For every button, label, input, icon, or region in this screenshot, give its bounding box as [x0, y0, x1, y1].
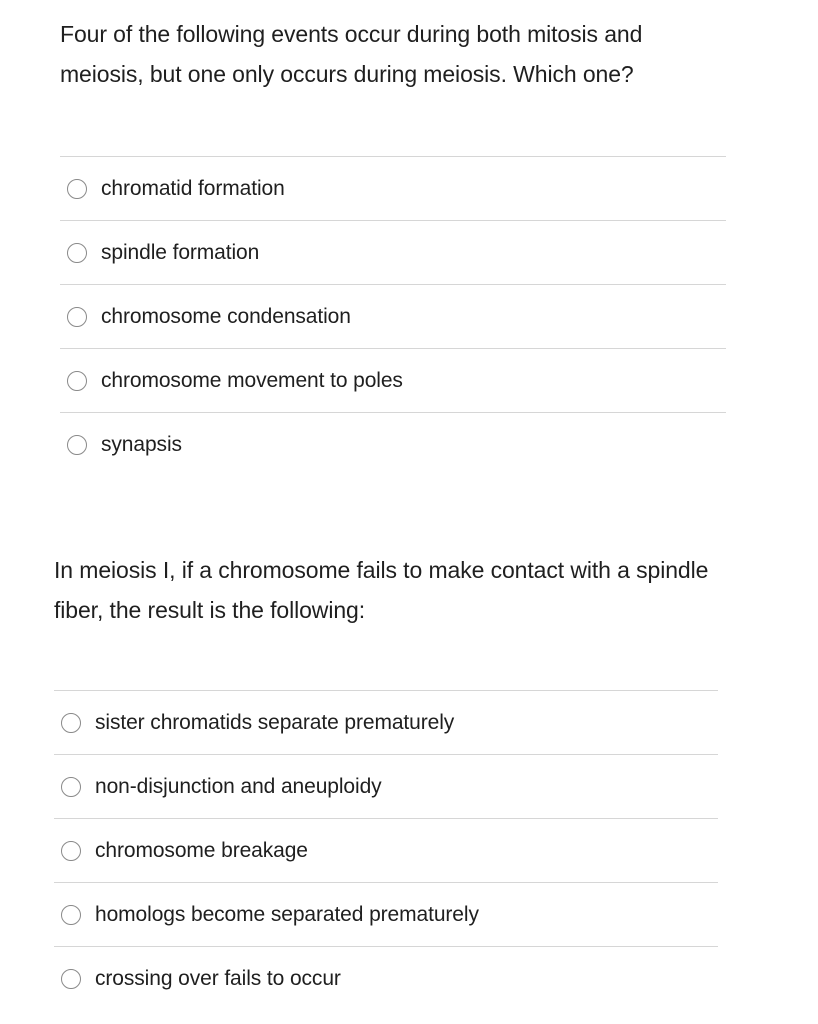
answer-label: chromosome movement to poles	[101, 368, 403, 392]
answer-option[interactable]	[54, 691, 718, 755]
radio-button[interactable]	[67, 435, 87, 455]
radio-button[interactable]	[61, 969, 81, 989]
answer-option[interactable]	[60, 349, 726, 413]
answer-label: spindle formation	[101, 240, 260, 264]
answer-option[interactable]	[60, 285, 726, 349]
answer-label: homologs become separated prematurely	[95, 902, 479, 926]
answer-options	[60, 156, 726, 476]
answer-option[interactable]	[54, 883, 718, 947]
question-prompt: Four of the following events occur during both mitosis and meiosis, but one only occurs during meiosis. Which one?	[60, 21, 643, 87]
answer-label: chromosome breakage	[95, 838, 308, 862]
answer-options	[54, 690, 718, 1010]
radio-button[interactable]	[61, 841, 81, 861]
radio-button[interactable]	[61, 713, 81, 733]
answer-label: sister chromatids separate prematurely	[95, 710, 455, 734]
answer-label: chromosome condensation	[101, 304, 351, 328]
answer-label: crossing over fails to occur	[95, 966, 341, 990]
radio-button[interactable]	[61, 777, 81, 797]
answer-label: non-disjunction and aneuploidy	[95, 774, 382, 798]
question-2	[54, 550, 718, 1010]
answer-option[interactable]	[54, 947, 718, 1010]
answer-label: chromatid formation	[101, 176, 285, 200]
answer-option[interactable]	[60, 413, 726, 476]
answer-option[interactable]	[54, 755, 718, 819]
radio-button[interactable]	[67, 307, 87, 327]
answer-option[interactable]	[60, 157, 726, 221]
answer-label: synapsis	[101, 432, 182, 456]
question-prompt: In meiosis I, if a chromosome fails to make contact with a spindle fiber, the result is the following:	[54, 557, 709, 623]
radio-button[interactable]	[67, 179, 87, 199]
radio-button[interactable]	[67, 243, 87, 263]
question-1	[60, 14, 726, 476]
radio-button[interactable]	[61, 905, 81, 925]
answer-option[interactable]	[60, 221, 726, 285]
radio-button[interactable]	[67, 371, 87, 391]
answer-option[interactable]	[54, 819, 718, 883]
